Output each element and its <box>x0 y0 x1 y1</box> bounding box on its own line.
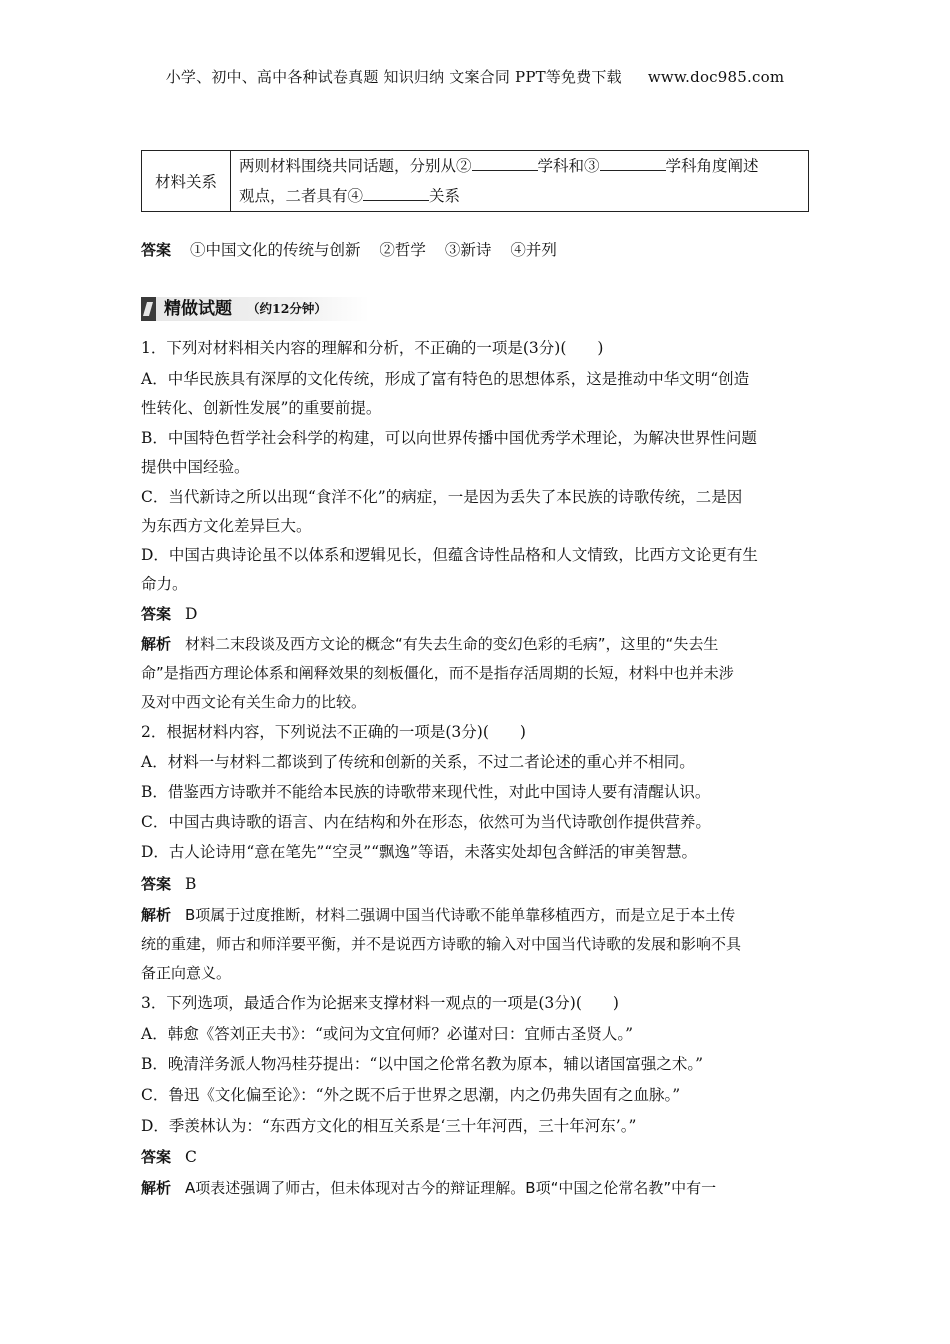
blank-4[interactable] <box>363 186 429 201</box>
q3-option-b: B．晚清洋务派人物冯桂芬提出：“以中国之伦常名教为原本，辅以诸国富强之术。” <box>141 1055 703 1073</box>
table-content <box>231 151 809 212</box>
q1-analysis-cont: 命”是指西方理论体系和阐释效果的刻板僵化，而不是指存活周期的长短，材料中也并未涉 <box>141 664 734 682</box>
analysis-key: 解析 <box>141 635 172 653</box>
question-2: 2．根据材料内容，下列说法不正确的一项是(3分)( ) <box>141 723 526 741</box>
q1-option-b: B．中国特色哲学社会科学的构建，可以向世界传播中国优秀学术理论，为解决世界性问题 <box>141 429 757 447</box>
answer-item: ①中国文化的传统与创新 <box>189 241 361 259</box>
answer-key: 答案 <box>141 241 172 259</box>
header-url[interactable]: www.doc985.com <box>647 68 785 86</box>
table-label: 材料关系 <box>142 151 231 212</box>
q1-option-a-cont: 性转化、创新性发展”的重要前提。 <box>141 399 382 417</box>
answer-key: 答案 <box>141 1148 172 1166</box>
answer-key: 答案 <box>141 875 172 893</box>
answer-line <box>141 236 811 265</box>
material-relation-table <box>141 150 809 212</box>
q3-answer <box>141 1143 811 1172</box>
answer-item: ③新诗 <box>444 241 492 259</box>
section-title: 精做试题 <box>164 299 232 319</box>
table-text: 观点，二者具有④ <box>239 187 364 205</box>
analysis-key: 解析 <box>141 1179 172 1197</box>
header-text: 小学、初中、高中各种试卷真题 知识归纳 文案合同 PPT等免费下载 <box>165 68 622 86</box>
analysis-text: B项属于过度推断，材料二强调中国当代诗歌不能单靠移植西方，而是立足于本土传 <box>185 906 736 924</box>
q2-analysis <box>141 901 811 930</box>
question-3: 3．下列选项，最适合作为论据来支撑材料一观点的一项是(3分)( ) <box>141 994 619 1012</box>
analysis-key: 解析 <box>141 906 172 924</box>
q3-analysis <box>141 1174 811 1203</box>
q1-analysis-cont: 及对中西文论有关生命力的比较。 <box>141 693 367 711</box>
q2-analysis-cont: 备正向意义。 <box>141 964 232 982</box>
section-header <box>141 297 369 321</box>
table-text: 关系 <box>429 187 461 205</box>
q2-option-b: B．借鉴西方诗歌并不能给本民族的诗歌带来现代性，对此中国诗人要有清醒认识。 <box>141 783 711 801</box>
q3-option-d: D．季羡林认为：“东西方文化的相互关系是‘三十年河西，三十年河东’。” <box>141 1117 637 1135</box>
section-subtitle: （约12分钟） <box>247 301 327 316</box>
q3-option-a: A．韩愈《答刘正夫书》：“或问为文宜何师？必谨对曰：宜师古圣贤人。” <box>141 1025 634 1043</box>
answer-value: B <box>185 875 197 893</box>
q2-answer <box>141 870 811 899</box>
section-marker-icon <box>141 297 156 321</box>
q2-option-c: C．中国古典诗歌的语言、内在结构和外在形态，依然可为当代诗歌创作提供营养。 <box>141 813 711 831</box>
q1-answer <box>141 600 811 629</box>
q1-option-a: A．中华民族具有深厚的文化传统，形成了富有特色的思想体系，这是推动中华文明“创造 <box>141 370 750 388</box>
question-1: 1．下列对材料相关内容的理解和分析，不正确的一项是(3分)( ) <box>141 339 604 357</box>
answer-value: C <box>185 1148 197 1166</box>
table-text: 两则材料围绕共同话题，分别从② <box>239 157 472 175</box>
q1-analysis <box>141 630 811 659</box>
q2-analysis-cont: 统的重建，师古和师洋要平衡，并不是说西方诗歌的输入对中国当代诗歌的发展和影响不具 <box>141 935 742 953</box>
answer-item: ④并列 <box>510 241 557 259</box>
q1-option-d: D．中国古典诗论虽不以体系和逻辑见长，但蕴含诗性品格和人文情致，比西方文论更有生 <box>141 546 758 564</box>
q3-option-c: C．鲁迅《文化偏至论》：“外之既不后于世界之思潮，内之仍弗失固有之血脉。” <box>141 1086 681 1104</box>
answer-item: ②哲学 <box>379 241 426 259</box>
answer-value: D <box>185 605 198 623</box>
blank-2[interactable] <box>472 156 538 171</box>
table-text: 学科和③ <box>537 157 600 175</box>
q1-option-d-cont: 命力。 <box>141 575 188 593</box>
q1-option-c-cont: 为东西方文化差异巨大。 <box>141 517 312 535</box>
blank-3[interactable] <box>600 156 666 171</box>
q2-option-d: D．古人论诗用“意在笔先”“空灵”“飘逸”等语，未落实处却包含鲜活的审美智慧。 <box>141 843 697 861</box>
answer-key: 答案 <box>141 605 172 623</box>
table-text: 学科角度阐述 <box>665 157 759 175</box>
analysis-text: 材料二末段谈及西方文论的概念“有失去生命的变幻色彩的毛病”，这里的“失去生 <box>185 635 719 653</box>
q1-option-b-cont: 提供中国经验。 <box>141 458 250 476</box>
analysis-text: A项表述强调了师古，但未体现对古今的辩证理解。B项“中国之伦常名教”中有一 <box>185 1179 717 1197</box>
page-header <box>0 66 950 87</box>
q1-option-c: C．当代新诗之所以出现“食洋不化”的病症，一是因为丢失了本民族的诗歌传统，二是因 <box>141 488 743 506</box>
q2-option-a: A．材料一与材料二都谈到了传统和创新的关系，不过二者论述的重心并不相同。 <box>141 753 695 771</box>
